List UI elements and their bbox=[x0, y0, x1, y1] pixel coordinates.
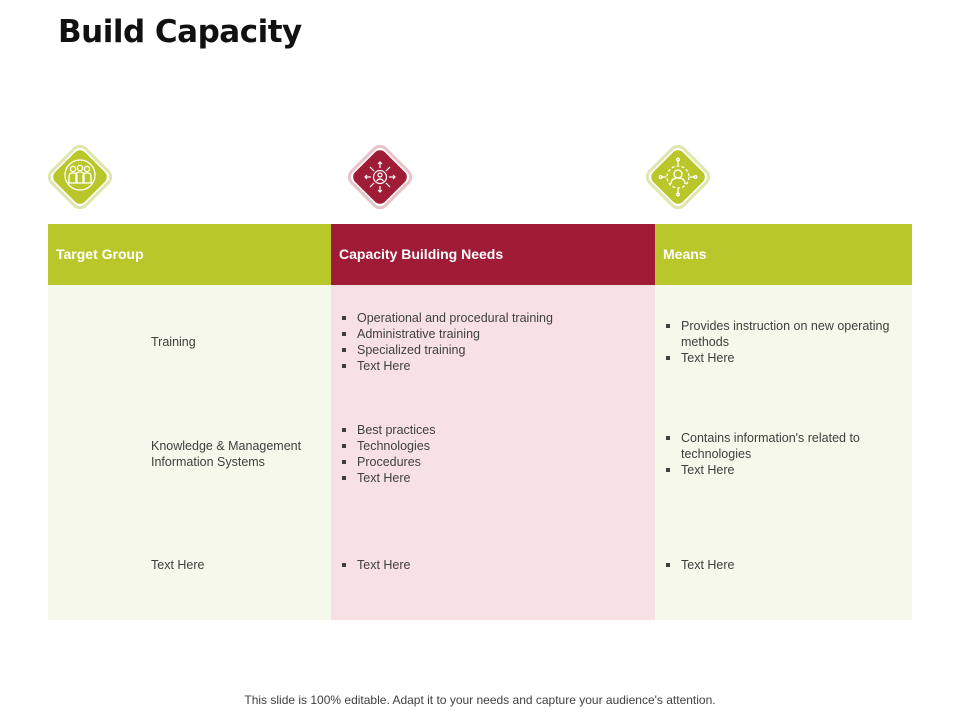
group-cell: Training bbox=[151, 335, 196, 349]
needs-list bbox=[339, 422, 639, 486]
header-means: Means bbox=[655, 224, 912, 285]
list-item: Specialized training bbox=[339, 342, 639, 358]
list-item: Text Here bbox=[339, 557, 639, 573]
list-item: Text Here bbox=[663, 350, 907, 366]
list-item: Operational and procedural training bbox=[339, 310, 639, 326]
means-list bbox=[663, 430, 907, 478]
list-item: Provides instruction on new operating methods bbox=[663, 318, 907, 350]
target-group-body bbox=[48, 285, 331, 620]
needs-list bbox=[339, 310, 639, 374]
header-target-group: Target Group bbox=[48, 224, 331, 285]
list-item: Best practices bbox=[339, 422, 639, 438]
list-item: Text Here bbox=[663, 557, 907, 573]
list-item: Procedures bbox=[339, 454, 639, 470]
header-capacity-needs: Capacity Building Needs bbox=[331, 224, 655, 285]
means-body bbox=[655, 285, 912, 620]
list-item: Text Here bbox=[339, 470, 639, 486]
list-item: Text Here bbox=[339, 358, 639, 374]
person-gear-icon bbox=[636, 135, 720, 219]
list-item: Administrative training bbox=[339, 326, 639, 342]
column-target-group bbox=[48, 224, 331, 620]
group-cell: Knowledge & Management Information Systems bbox=[151, 439, 302, 469]
capacity-needs-body bbox=[331, 285, 655, 620]
column-means bbox=[655, 224, 912, 620]
slide-title: Build Capacity bbox=[58, 14, 302, 50]
team-icon bbox=[38, 135, 122, 219]
list-item: Technologies bbox=[339, 438, 639, 454]
group-cell: Text Here bbox=[151, 558, 205, 572]
column-capacity-needs bbox=[331, 224, 655, 620]
list-item: Text Here bbox=[663, 462, 907, 478]
needs-list bbox=[339, 557, 639, 573]
means-list bbox=[663, 557, 907, 573]
skills-network-icon bbox=[338, 135, 422, 219]
list-item: Contains information's related to technologies bbox=[663, 430, 907, 462]
footer-note: This slide is 100% editable. Adapt it to your needs and capture your audience's attention. bbox=[244, 693, 716, 707]
means-list bbox=[663, 318, 907, 366]
